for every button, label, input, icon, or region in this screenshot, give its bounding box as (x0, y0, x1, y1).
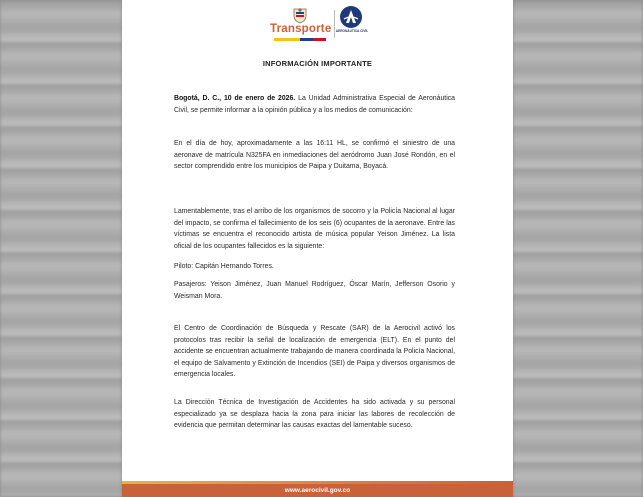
header-divider (334, 10, 335, 38)
coat-of-arms-icon (292, 7, 308, 24)
paragraph-investigation: La Dirección Técnica de Investigación de Accidentes ha sido activada y su personal especializado ya se desplaza hacia la zona para iniciar las labores de recolección de evidencia que permitan determinar las causas exactas del lamentable suceso. (174, 399, 455, 429)
paragraph-incident: En el día de hoy, aproximadamente a las 16:11 HL, se confirmó el siniestro de una aeronave de matrícula N325FA en inmediaciones del aeródromo Juan José Rondón, en el sector comprendido entre los municipios de Paipa y Duitama, Boyacá. (174, 140, 455, 170)
paragraph-rescue: El Centro de Coordinación de Búsqueda y Rescate (SAR) de la Aerocivil activó los protocolos tras recibir la señal de localización de emergencia (ELT). En el punto del accidente se encuentran actualmente trabajando de manera coordinada la Policía Nacional, el equipo de Salvamento y Extinción de Incendios (SEI) de Paipa y diversos organismos de emergencia locales. (174, 325, 455, 378)
brand-name: Transporte (270, 23, 332, 35)
document-title: INFORMACIÓN IMPORTANTE (262, 59, 373, 68)
intro-paragraph (174, 93, 455, 116)
document-page (122, 0, 513, 497)
letterhead (122, 6, 513, 50)
colombia-flag-stripe (274, 38, 326, 41)
passengers-line: Pasajeros: Yeison Jiménez, Juan Manuel Rodríguez, Óscar Marín, Jefferson Osorio y Weisman Mora. (174, 281, 455, 300)
date-line: Bogotá, D. C., 10 de enero de 2026. (174, 95, 296, 102)
intro-text: La Unidad Administrativa Especial de Aeronáutica Civil, se permite informar a la opinión pública y a los medios de comunicación: (174, 95, 456, 114)
blurred-background-left (0, 0, 122, 497)
aerocivil-logo (335, 6, 369, 46)
blurred-background-right (513, 0, 643, 497)
aerocivil-wordmark: AERONÁUTICA CIVIL (335, 29, 369, 33)
aerocivil-emblem-icon (340, 6, 362, 28)
footer-url: www.aerocivil.gov.co (284, 487, 351, 494)
pilot-line: Piloto: Capitán Hernando Torres. (174, 263, 274, 270)
transporte-logo (270, 6, 330, 44)
paragraph-victims: Lamentablemente, tras el arribo de los organismos de socorro y la Policía Nacional al lugar del impacto, se confirma el fallecimiento de los seis (6) ocupantes de la aeronave. Entre las víctimas se encuentra el reconocido artista de música popular Yeison Jiménez. La lista oficial de los ocupantes fallecidos es la siguiente: (174, 208, 455, 250)
